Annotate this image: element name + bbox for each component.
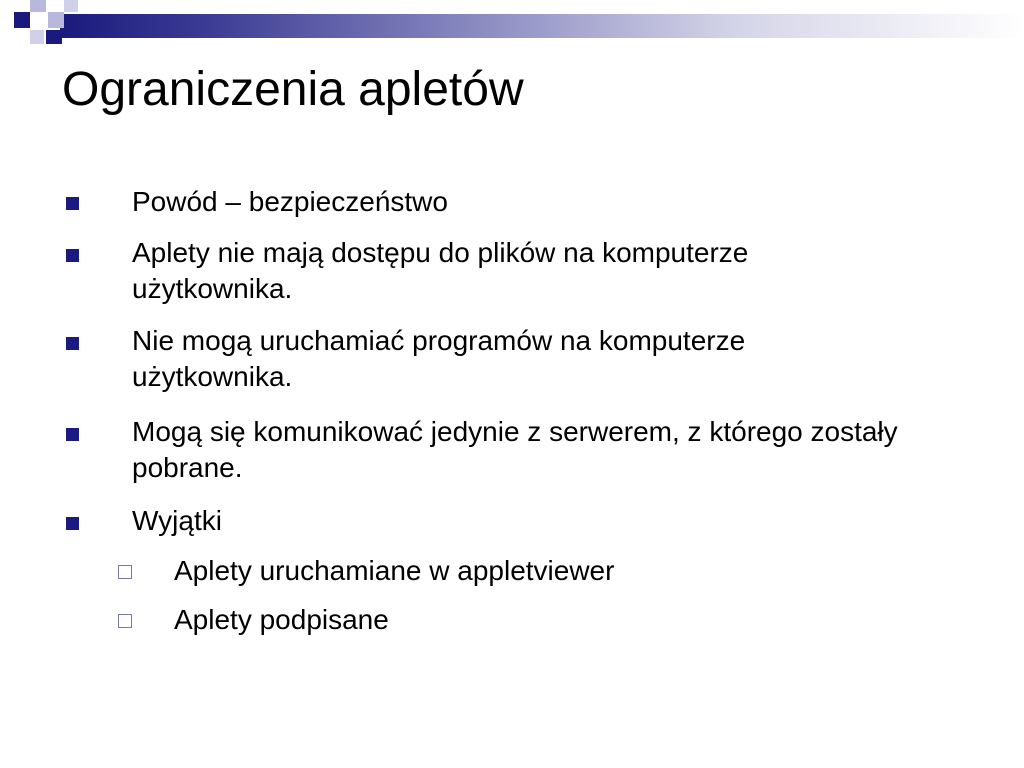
slide-title: Ograniczenia apletów: [62, 63, 524, 116]
decor-square-navy-2: [46, 30, 62, 44]
bullet-item: Powód – bezpieczeństwo: [132, 186, 448, 217]
header-decoration: [0, 0, 1024, 50]
bullet-square-icon: [66, 197, 79, 210]
bullet-square-icon: [66, 337, 79, 350]
bullet-item: Wyjątki: [132, 505, 222, 536]
decor-square-light-3: [30, 30, 44, 44]
bullet-hollow-square-icon: [118, 565, 132, 579]
sub-bullet-item: Aplety podpisane: [174, 604, 389, 635]
decor-square-light-1: [30, 0, 46, 12]
bullet-hollow-square-icon: [118, 614, 132, 628]
header-gradient-bar: [60, 14, 1024, 38]
bullet-square-icon: [66, 517, 79, 530]
bullet-item: Nie mogą uruchamiać programów na komputerze użytkownika.: [132, 325, 746, 392]
decor-square-navy-1: [14, 12, 30, 28]
bullet-item: Mogą się komunikować jedynie z serwerem, z którego zostały pobrane.: [132, 416, 898, 483]
bullet-square-icon: [66, 249, 79, 262]
bullet-square-icon: [66, 428, 79, 441]
sub-bullet-item: Aplety uruchamiane w appletviewer: [174, 555, 615, 586]
bullet-item: Aplety nie mają dostępu do plików na komputerze użytkownika.: [132, 237, 749, 304]
decor-square-light-4: [64, 0, 78, 12]
decor-square-light-2: [48, 12, 64, 28]
